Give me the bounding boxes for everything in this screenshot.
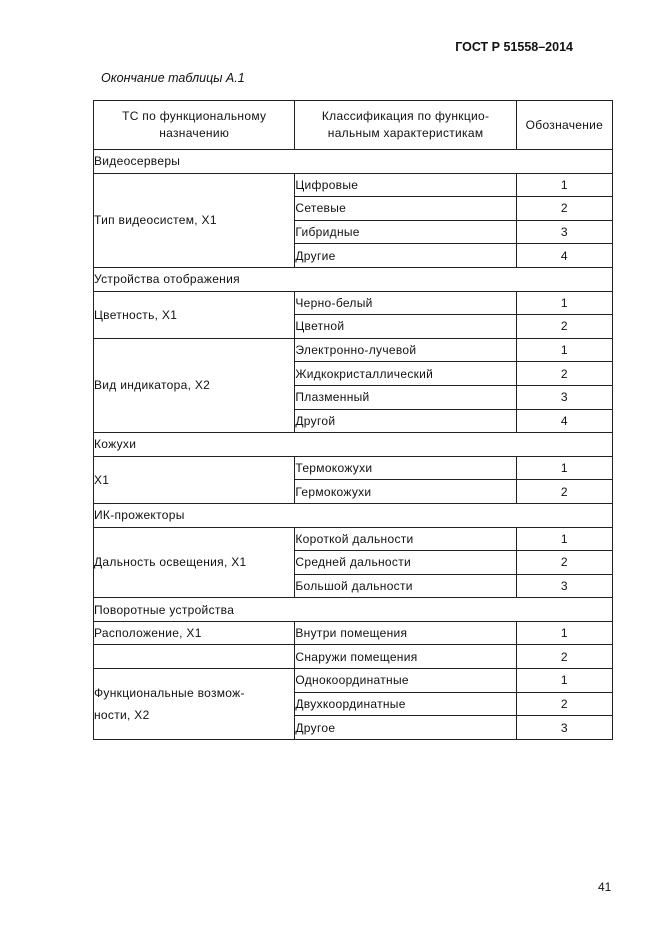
- item-code: 3: [516, 574, 612, 598]
- table-row: [94, 456, 613, 480]
- section-title: Устройства отображения: [94, 267, 613, 291]
- item-label: Внутри помещения: [295, 621, 516, 645]
- item-label: Электронно-лучевой: [295, 338, 516, 362]
- item-code: 3: [516, 716, 612, 740]
- item-code: 2: [516, 551, 612, 575]
- table-row: [94, 645, 613, 669]
- item-label: Другое: [295, 716, 516, 740]
- table-header-row: [94, 101, 613, 150]
- section-title: ИК-прожекторы: [94, 503, 613, 527]
- item-label: Двухкоординатные: [295, 692, 516, 716]
- header-classification: Классификация по функцио-нальным характеристикам: [295, 101, 516, 150]
- item-label: Однокоординатные: [295, 669, 516, 693]
- table-row: [94, 669, 613, 693]
- group-name: Дальность освещения, Х1: [94, 527, 295, 598]
- item-label: Другие: [295, 244, 516, 268]
- item-code: 1: [516, 338, 612, 362]
- item-code: 2: [516, 197, 612, 221]
- item-code: 2: [516, 315, 612, 339]
- section-title: Поворотные устройства: [94, 598, 613, 622]
- item-label: Средней дальности: [295, 551, 516, 575]
- item-code: 2: [516, 645, 612, 669]
- group-name: Функциональные возмож-ности, Х2: [94, 669, 295, 740]
- item-code: 2: [516, 692, 612, 716]
- item-label: Термокожухи: [295, 456, 516, 480]
- section-row: [94, 150, 613, 174]
- item-label: Жидкокристаллический: [295, 362, 516, 386]
- page-number: 41: [598, 880, 612, 894]
- classification-table: [93, 100, 613, 740]
- item-code: 1: [516, 291, 612, 315]
- item-code: 4: [516, 409, 612, 433]
- document-code: ГОСТ Р 51558–2014: [455, 40, 573, 54]
- empty-cell: [94, 645, 295, 669]
- section-title: Кожухи: [94, 433, 613, 457]
- item-code: 1: [516, 456, 612, 480]
- item-label: Другой: [295, 409, 516, 433]
- item-label: Гибридные: [295, 220, 516, 244]
- item-label: Короткой дальности: [295, 527, 516, 551]
- header-purpose: ТС по функциональному назначению: [94, 101, 295, 150]
- item-label: Сетевые: [295, 197, 516, 221]
- item-code: 2: [516, 480, 612, 504]
- group-name: Цветность, Х1: [94, 291, 295, 338]
- section-row: [94, 267, 613, 291]
- item-code: 1: [516, 527, 612, 551]
- item-code: 2: [516, 362, 612, 386]
- group-name: Тип видеосистем, Х1: [94, 173, 295, 267]
- header-designation: Обозначение: [516, 101, 612, 150]
- section-title: Видеосерверы: [94, 150, 613, 174]
- item-code: 4: [516, 244, 612, 268]
- table-row: [94, 173, 613, 197]
- item-code: 3: [516, 385, 612, 409]
- group-name: Расположение, Х1: [94, 621, 295, 645]
- item-label: Снаружи помещения: [295, 645, 516, 669]
- table-row: [94, 338, 613, 362]
- section-row: [94, 598, 613, 622]
- item-label: Плазменный: [295, 385, 516, 409]
- item-label: Цветной: [295, 315, 516, 339]
- item-label: Цифровые: [295, 173, 516, 197]
- section-row: [94, 503, 613, 527]
- item-code: 1: [516, 621, 612, 645]
- item-code: 1: [516, 173, 612, 197]
- item-code: 3: [516, 220, 612, 244]
- item-code: 1: [516, 669, 612, 693]
- group-name: Вид индикатора, Х2: [94, 338, 295, 432]
- table-row: [94, 621, 613, 645]
- table-row: [94, 291, 613, 315]
- section-row: [94, 433, 613, 457]
- group-name: Х1: [94, 456, 295, 503]
- table-caption: Окончание таблицы А.1: [101, 71, 245, 85]
- item-label: Черно-белый: [295, 291, 516, 315]
- item-label: Гермокожухи: [295, 480, 516, 504]
- table-row: [94, 527, 613, 551]
- item-label: Большой дальности: [295, 574, 516, 598]
